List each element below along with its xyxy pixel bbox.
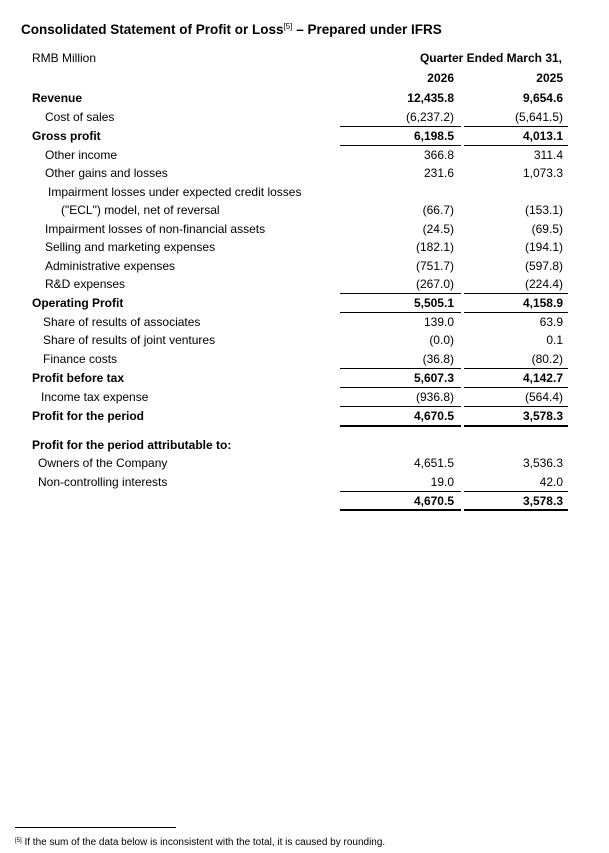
- footnote-marker: [5]: [15, 838, 22, 844]
- table-row: [0, 408, 609, 426]
- value-prior-year: 3,578.3: [522, 494, 563, 508]
- table-row: [0, 332, 609, 350]
- value-prior-year: (194.1): [524, 240, 563, 254]
- table-row: [0, 128, 609, 146]
- table-row: [0, 351, 609, 369]
- table-rule: [340, 387, 461, 388]
- value-prior-year: 4,158.9: [522, 296, 563, 310]
- table-rule: [464, 126, 568, 127]
- row-label: Impairment losses under expected credit losses: [48, 185, 302, 199]
- table-row: [0, 147, 609, 165]
- table-rule: [464, 312, 568, 313]
- row-label: Profit for the period attributable to:: [32, 438, 232, 452]
- value-prior-year: (153.1): [524, 203, 563, 217]
- value-prior-year: (224.4): [524, 277, 563, 291]
- value-current-year: (36.8): [422, 352, 454, 366]
- value-prior-year: 63.9: [539, 315, 563, 329]
- footnote-text: If the sum of the data below is inconsistent with the total, it is caused by rounding.: [21, 837, 386, 848]
- value-prior-year: 3,578.3: [522, 409, 563, 423]
- row-label: Profit before tax: [32, 371, 125, 385]
- footnote-divider: [15, 827, 176, 828]
- table-row: [0, 184, 609, 202]
- period-header: Quarter Ended March 31,: [419, 51, 562, 65]
- value-current-year: (267.0): [415, 277, 454, 291]
- value-prior-year: 42.0: [539, 475, 563, 489]
- table-row: [0, 370, 609, 388]
- table-row: [0, 202, 609, 220]
- row-label: Other gains and losses: [45, 166, 168, 180]
- table-row: [0, 437, 609, 455]
- footnote-ref: [5]: [283, 22, 293, 31]
- row-label: Cost of sales: [45, 110, 115, 124]
- table-rule: [464, 293, 568, 294]
- value-current-year: 139.0: [423, 315, 454, 329]
- table-row: [0, 276, 609, 294]
- table-rule-double: [340, 510, 461, 511]
- value-prior-year: 9,654.6: [522, 91, 563, 105]
- table-rule: [340, 126, 461, 127]
- table-rule-double: [464, 426, 568, 427]
- value-current-year: 5,607.3: [413, 371, 454, 385]
- value-current-year: 4,670.5: [413, 409, 454, 423]
- table-rule: [340, 368, 461, 369]
- value-prior-year: 4,013.1: [522, 129, 563, 143]
- value-prior-year: 3,536.3: [522, 456, 563, 470]
- row-label: Share of results of associates: [43, 315, 201, 329]
- value-prior-year: 311.4: [533, 148, 563, 162]
- table-row: [0, 239, 609, 257]
- row-label: Owners of the Company: [38, 456, 168, 470]
- value-prior-year: (597.8): [524, 259, 563, 273]
- table-row: [0, 455, 609, 473]
- row-label: Revenue: [32, 91, 83, 105]
- table-rule: [464, 368, 568, 369]
- value-current-year: (66.7): [422, 203, 454, 217]
- value-current-year: (182.1): [415, 240, 454, 254]
- table-rule: [464, 406, 568, 407]
- row-label: Share of results of joint ventures: [43, 333, 216, 347]
- row-label: Finance costs: [43, 352, 118, 366]
- table-rule: [340, 293, 461, 294]
- value-prior-year: 1,073.3: [522, 166, 563, 180]
- value-current-year: 366.8: [423, 148, 454, 162]
- table-rule-double: [340, 426, 461, 427]
- currency-unit: RMB Million: [32, 51, 97, 65]
- value-current-year: 231.6: [423, 166, 454, 180]
- table-rule: [340, 145, 461, 146]
- statement-title-suffix: – Prepared under IFRS: [292, 22, 442, 37]
- value-prior-year: (69.5): [531, 222, 563, 236]
- value-current-year: 12,435.8: [407, 91, 454, 105]
- statement-title: [21, 22, 442, 37]
- value-current-year: 19.0: [430, 475, 454, 489]
- row-label: Operating Profit: [32, 296, 124, 310]
- value-current-year: 6,198.5: [413, 129, 454, 143]
- row-label: Income tax expense: [41, 390, 149, 404]
- table-row: [0, 165, 609, 183]
- value-current-year: (24.5): [422, 222, 454, 236]
- table-row: [0, 90, 609, 108]
- row-label: Non-controlling interests: [38, 475, 168, 489]
- value-prior-year: (564.4): [524, 390, 563, 404]
- row-label: Other income: [45, 148, 118, 162]
- row-label: ("ECL") model, net of reversal: [61, 203, 220, 217]
- table-row: [0, 314, 609, 332]
- table-row: [0, 258, 609, 276]
- value-prior-year: (80.2): [531, 352, 563, 366]
- table-row: [0, 109, 609, 127]
- value-current-year: (751.7): [415, 259, 454, 273]
- table-rule: [340, 491, 461, 492]
- value-current-year: 4,651.5: [413, 456, 454, 470]
- column-year-prior: 2025: [536, 71, 563, 85]
- table-rule: [464, 491, 568, 492]
- table-row: [0, 221, 609, 239]
- row-label: Impairment losses of non-financial assets: [45, 222, 266, 236]
- statement-title-text: Consolidated Statement of Profit or Loss: [21, 22, 284, 37]
- table-rule: [340, 312, 461, 313]
- table-row: [0, 474, 609, 492]
- footnote: [15, 837, 385, 848]
- table-rule: [464, 145, 568, 146]
- table-rule-double: [464, 510, 568, 511]
- value-current-year: (0.0): [429, 333, 454, 347]
- value-current-year: 4,670.5: [413, 494, 454, 508]
- value-current-year: 5,505.1: [413, 296, 454, 310]
- table-rule: [340, 406, 461, 407]
- row-label: Selling and marketing expenses: [45, 240, 216, 254]
- row-label: Profit for the period: [32, 409, 144, 423]
- table-rule: [464, 387, 568, 388]
- table-row: [0, 295, 609, 313]
- value-current-year: (936.8): [415, 390, 454, 404]
- row-label: R&D expenses: [45, 277, 126, 291]
- value-current-year: (6,237.2): [405, 110, 454, 124]
- row-label: Administrative expenses: [45, 259, 176, 273]
- table-row: [0, 389, 609, 407]
- row-label: Gross profit: [32, 129, 101, 143]
- value-prior-year: 0.1: [546, 333, 563, 347]
- value-prior-year: (5,641.5): [514, 110, 563, 124]
- value-prior-year: 4,142.7: [522, 371, 563, 385]
- column-year-current: 2026: [427, 71, 454, 85]
